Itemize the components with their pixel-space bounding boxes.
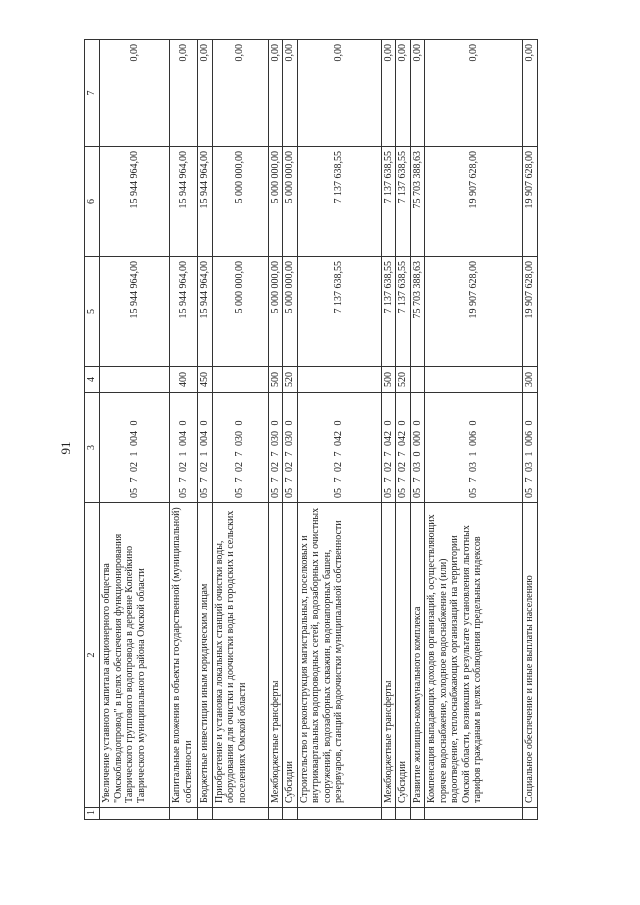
row-amount-cell: 0,00 (410, 40, 425, 147)
row-code-cell: 05 7 03 1 006 0 (523, 393, 538, 503)
row-vr-cell: 300 (523, 367, 538, 393)
row-name-cell: Социальное обеспечение и иные выплаты населению (523, 503, 538, 808)
row-amount-cell: 19 907 628,00 (425, 257, 523, 367)
row-code-cell: 05 7 02 7 042 0 (381, 393, 396, 503)
row-amount-cell: 19 907 628,00 (523, 147, 538, 257)
table-row (381, 40, 396, 820)
row-name-cell: Приобретение и установка локальных станций очистки воды, оборудования для очистки и доочистки воды в городских и сельских поселениях Омской области (212, 503, 268, 808)
page-number: 91 (58, 441, 73, 455)
row-number-cell (170, 808, 198, 820)
table-row (198, 40, 213, 820)
row-amount-cell: 0,00 (381, 40, 396, 147)
row-amount-cell: 0,00 (170, 40, 198, 147)
row-vr-cell (297, 367, 381, 393)
row-number-cell (283, 808, 298, 820)
row-amount-cell: 0,00 (268, 40, 283, 147)
row-vr-cell (212, 367, 268, 393)
budget-table (84, 39, 538, 820)
row-code-cell: 05 7 03 0 000 0 (410, 393, 425, 503)
row-name-cell: Межбюджетные трансферты (381, 503, 396, 808)
row-vr-cell (410, 367, 425, 393)
row-amount-cell: 0,00 (100, 40, 170, 147)
row-name-cell: Капитальные вложения в объекты государственной (муниципальной) собственности (170, 503, 198, 808)
row-number-cell (523, 808, 538, 820)
row-number-cell (198, 808, 213, 820)
row-amount-cell: 5 000 000,00 (283, 147, 298, 257)
row-amount-cell: 15 944 964,00 (198, 147, 213, 257)
header-cell: 7 (85, 40, 100, 147)
row-amount-cell: 15 944 964,00 (100, 147, 170, 257)
row-amount-cell: 5 000 000,00 (283, 257, 298, 367)
row-code-cell: 05 7 02 7 042 0 (396, 393, 411, 503)
row-amount-cell: 15 944 964,00 (100, 257, 170, 367)
header-cell: 4 (85, 367, 100, 393)
header-cell: 5 (85, 257, 100, 367)
row-vr-cell: 400 (170, 367, 198, 393)
table-row (212, 40, 268, 820)
row-amount-cell: 5 000 000,00 (212, 257, 268, 367)
row-name-cell: Межбюджетные трансферты (268, 503, 283, 808)
row-amount-cell: 19 907 628,00 (523, 257, 538, 367)
row-amount-cell: 15 944 964,00 (170, 257, 198, 367)
table-row (297, 40, 381, 820)
row-code-cell: 05 7 02 1 004 0 (170, 393, 198, 503)
row-amount-cell: 0,00 (523, 40, 538, 147)
row-vr-cell: 520 (283, 367, 298, 393)
row-amount-cell: 7 137 638,55 (381, 147, 396, 257)
row-code-cell: 05 7 02 1 004 0 (198, 393, 213, 503)
row-code-cell: 05 7 02 7 042 0 (297, 393, 381, 503)
table-row (523, 40, 538, 820)
row-vr-cell (100, 367, 170, 393)
row-code-cell: 05 7 02 7 030 0 (268, 393, 283, 503)
row-amount-cell: 0,00 (283, 40, 298, 147)
row-amount-cell: 0,00 (212, 40, 268, 147)
row-amount-cell: 5 000 000,00 (212, 147, 268, 257)
header-row (85, 40, 100, 820)
header-cell: 2 (85, 503, 100, 808)
row-amount-cell: 7 137 638,55 (396, 147, 411, 257)
row-name-cell: Субсидии (396, 503, 411, 808)
row-number-cell (381, 808, 396, 820)
row-code-cell: 05 7 02 7 030 0 (212, 393, 268, 503)
row-number-cell (100, 808, 170, 820)
row-number-cell (212, 808, 268, 820)
row-amount-cell: 0,00 (425, 40, 523, 147)
row-vr-cell (425, 367, 523, 393)
table-row (283, 40, 298, 820)
table-row (100, 40, 170, 820)
row-code-cell: 05 7 03 1 006 0 (425, 393, 523, 503)
row-amount-cell: 0,00 (198, 40, 213, 147)
row-amount-cell: 5 000 000,00 (268, 257, 283, 367)
row-vr-cell: 450 (198, 367, 213, 393)
row-code-cell: 05 7 02 7 030 0 (283, 393, 298, 503)
row-number-cell (410, 808, 425, 820)
table-row (425, 40, 523, 820)
row-amount-cell: 7 137 638,55 (396, 257, 411, 367)
row-number-cell (396, 808, 411, 820)
row-vr-cell: 520 (396, 367, 411, 393)
row-amount-cell: 75 703 388,63 (410, 257, 425, 367)
table-row (410, 40, 425, 820)
row-amount-cell: 0,00 (396, 40, 411, 147)
row-name-cell: Развитие жилищно-коммунального комплекса (410, 503, 425, 808)
row-name-cell: Компенсация выпадающих доходов организаций, осуществляющих горячее водоснабжение, холодное водоснабжение и (или) водоотведение, теплоснабжающих организаций на территории Омской области, возникших в результате установления льготных тарифов гражданам в целях соблюдения предельных индексов (425, 503, 523, 808)
table-row (170, 40, 198, 820)
row-vr-cell: 500 (381, 367, 396, 393)
table-row (396, 40, 411, 820)
row-name-cell: Увеличение уставного капитала акционерного общества "Омскоблводопровод" в целях обеспечения функционирования Таврического группового водопровода в деревне Копейкино Таврического муниципального района Омской области (100, 503, 170, 808)
header-cell: 3 (85, 393, 100, 503)
row-amount-cell: 7 137 638,55 (297, 257, 381, 367)
header-cell: 6 (85, 147, 100, 257)
row-vr-cell: 500 (268, 367, 283, 393)
row-number-cell (297, 808, 381, 820)
row-amount-cell: 0,00 (297, 40, 381, 147)
row-amount-cell: 15 944 964,00 (198, 257, 213, 367)
row-code-cell: 05 7 02 1 004 0 (100, 393, 170, 503)
table-row (268, 40, 283, 820)
row-number-cell (268, 808, 283, 820)
row-number-cell (425, 808, 523, 820)
row-amount-cell: 75 703 388,63 (410, 147, 425, 257)
row-amount-cell: 15 944 964,00 (170, 147, 198, 257)
row-amount-cell: 19 907 628,00 (425, 147, 523, 257)
row-amount-cell: 7 137 638,55 (381, 257, 396, 367)
row-name-cell: Субсидии (283, 503, 298, 808)
row-amount-cell: 5 000 000,00 (268, 147, 283, 257)
budget-sheet (84, 40, 616, 820)
row-amount-cell: 7 137 638,55 (297, 147, 381, 257)
row-name-cell: Бюджетные инвестиции иным юридическим лицам (198, 503, 213, 808)
row-name-cell: Строительство и реконструкция магистральных, поселковых и внутриквартальных водопроводных сетей, водозаборных и очистных сооружений, водозаборных скважин, водонапорных башен, резервуаров, станций водоочистки муниципальной собственности (297, 503, 381, 808)
header-cell: 1 (85, 808, 100, 820)
